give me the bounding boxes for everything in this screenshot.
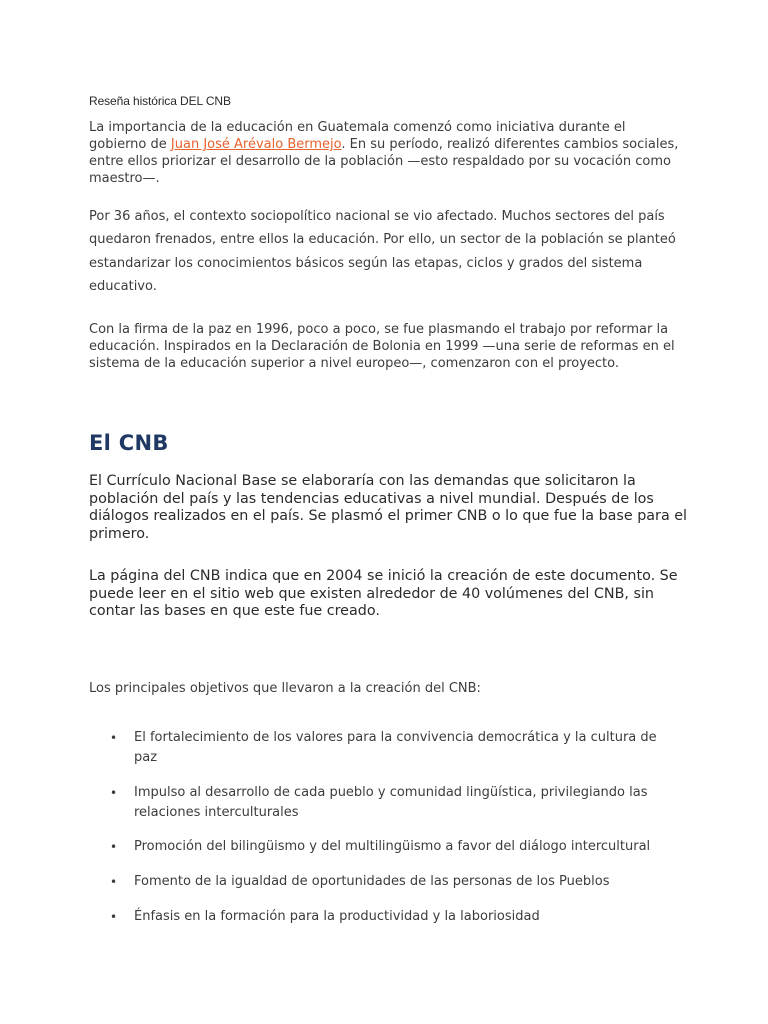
bullet-icon: • — [110, 840, 118, 854]
bullet-icon: • — [110, 786, 118, 800]
bullet-icon: • — [110, 910, 118, 924]
list-item-text: Impulso al desarrollo de cada pueblo y comunidad lingüística, privilegiando las relaciones interculturales — [134, 785, 648, 820]
paragraph-intro-text-start: La importancia de la educación en Guatemala comenzó como iniciativa durante el gobierno de — [89, 120, 626, 152]
section-title: Reseña histórica DEL CNB — [89, 94, 231, 108]
paragraph-intro-text-end: . En su período, realizó diferentes cambios sociales, entre ellos priorizar el desarrollo de la población —esto respaldado por su vocación como maestro—. — [89, 137, 679, 186]
paragraph-intro — [89, 119, 681, 187]
paragraph-objectives-intro: Los principales objetivos que llevaron a la creación del CNB: — [89, 681, 481, 696]
paragraph-curriculum: El Currículo Nacional Base se elaboraría con las demandas que solicitaron la población del país y las tendencias educativas a nivel mundial. Después de los diálogos realizados en el país. Se plasmó el primer CNB o lo que fue la base para el primero. — [89, 473, 688, 542]
bullet-icon: • — [110, 731, 118, 745]
paragraph-context: Por 36 años, el contexto sociopolítico nacional se vio afectado. Muchos sectores del país quedaron frenados, entre ellos la educación. Por ello, un sector de la población se planteó estandarizar los conocimientos básicos según las etapas, ciclos y grados del sistema educativo. — [89, 209, 676, 294]
list-item-text: Fomento de la igualdad de oportunidades de las personas de los Pueblos — [134, 874, 610, 889]
bullet-icon: • — [110, 875, 118, 889]
list-item-text: Énfasis en la formación para la productividad y la laboriosidad — [134, 909, 540, 924]
paragraph-peace: Con la firma de la paz en 1996, poco a poco, se fue plasmando el trabajo por reformar la educación. Inspirados en la Declaración de Bolonia en 1999 —una serie de reformas en el sistema de la educación superior a nivel europeo—, comenzaron con el proyecto. — [89, 322, 675, 371]
paragraph-creation: La página del CNB indica que en 2004 se inició la creación de este documento. Se puede leer en el sitio web que existen alrededor de 40 volúmenes del CNB, sin contar las bases en que este fue creado. — [89, 568, 678, 619]
list-item-text: Promoción del bilingüismo y del multilingüismo a favor del diálogo intercultural — [134, 839, 651, 854]
list-item-text: El fortalecimiento de los valores para la convivencia democrática y la cultura de paz — [134, 730, 657, 765]
heading-el-cnb: El CNB — [89, 431, 169, 455]
author-link[interactable]: Juan José Arévalo Bermejo — [170, 137, 342, 152]
